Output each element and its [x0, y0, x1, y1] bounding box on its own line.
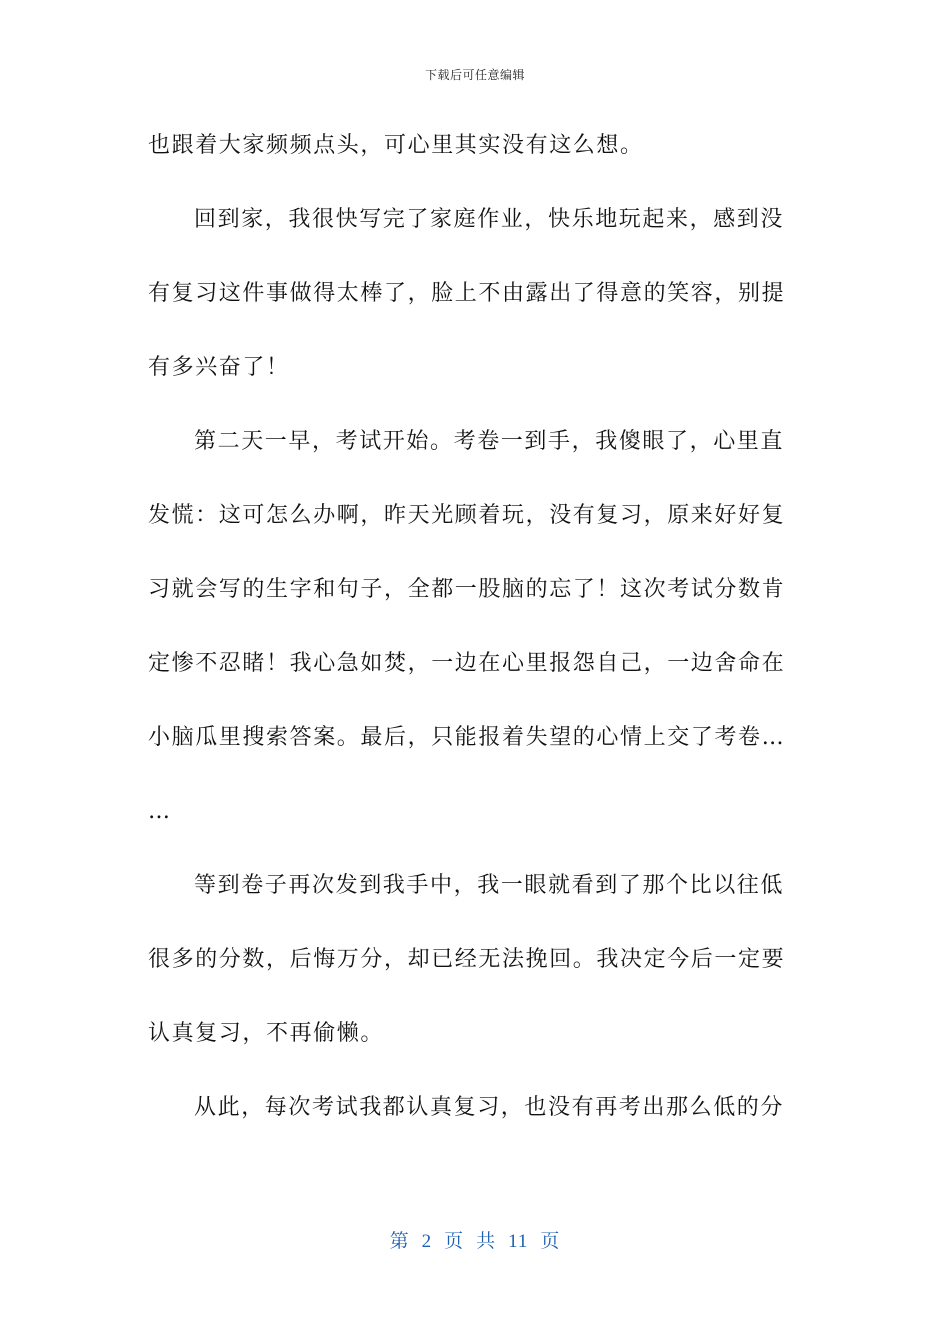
text-line: 很多的分数，后悔万分，却已经无法挽回。我决定今后一定要: [148, 947, 786, 972]
text-line: 有多兴奋了！: [148, 355, 290, 380]
text-line: 等到卷子再次发到我手中，我一眼就看到了那个比以往低: [194, 873, 785, 898]
page-footer: [0, 1226, 950, 1253]
text-line: 定惨不忍睹！我心急如焚，一边在心里报怨自己，一边舍命在: [148, 651, 786, 676]
text-line: 小脑瓜里搜索答案。最后，只能报着失望的心情上交了考卷…: [148, 725, 786, 750]
text-line: …: [148, 799, 172, 824]
text-line: 发慌：这可怎么办啊，昨天光顾着玩，没有复习，原来好好复: [148, 503, 786, 528]
text-line: 习就会写的生字和句子，全都一股脑的忘了！这次考试分数肯: [148, 577, 786, 602]
text-line: 有复习这件事做得太棒了，脸上不由露出了得意的笑容，别提: [148, 281, 786, 306]
page-header: 下载后可任意编辑: [424, 68, 525, 82]
text-line: 认真复习，不再偷懒。: [148, 1021, 385, 1046]
text-line: 第二天一早，考试开始。考卷一到手，我傻眼了，心里直: [194, 429, 785, 454]
footer-ye-2: 页: [540, 1231, 561, 1252]
text-line: 从此，每次考试我都认真复习，也没有再考出那么低的分: [194, 1095, 785, 1120]
text-line: 也跟着大家频频点头，可心里其实没有这么想。: [148, 133, 644, 158]
footer-ye: 页: [444, 1231, 465, 1252]
footer-page-total: 11: [508, 1231, 529, 1252]
footer-gong: 共: [476, 1231, 497, 1252]
footer-page-current: 2: [421, 1231, 433, 1252]
footer-di: 第: [389, 1231, 410, 1252]
text-line: 回到家，我很快写完了家庭作业，快乐地玩起来，感到没: [194, 207, 785, 232]
document-body: [148, 128, 792, 1164]
